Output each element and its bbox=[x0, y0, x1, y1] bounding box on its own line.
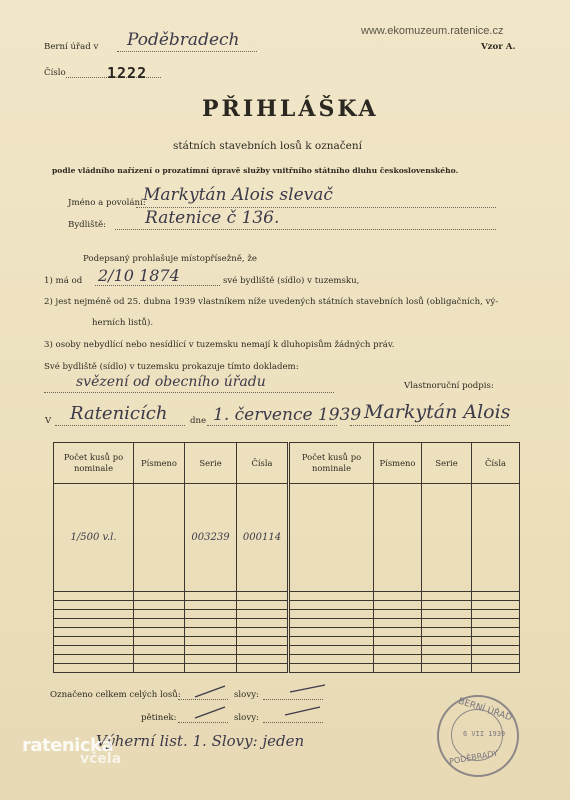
form-model-label: Vzor A. bbox=[481, 42, 516, 52]
col-header-series-2: Serie bbox=[422, 443, 472, 484]
table-header-row bbox=[54, 443, 520, 484]
residence-label: Bydliště: bbox=[68, 220, 107, 230]
table-row bbox=[54, 592, 520, 601]
col-header-series: Serie bbox=[185, 443, 237, 484]
name-label: Jméno a povolání: bbox=[68, 198, 146, 208]
table-cell bbox=[422, 484, 472, 592]
form-number: 1222 bbox=[107, 64, 148, 82]
col-header-numbers-2: Čísla bbox=[472, 443, 520, 484]
date-value: 1. července 1939 bbox=[213, 405, 362, 425]
name-value: Markytán Alois slevač bbox=[143, 185, 333, 205]
clause-1-suffix: své bydliště (sídlo) v tuzemsku, bbox=[223, 276, 360, 286]
tax-office-label: Berní úřad v bbox=[44, 42, 99, 52]
coupons-words-label: slovy: bbox=[234, 713, 259, 723]
residence-value: Ratenice č 136. bbox=[145, 208, 280, 228]
table-row bbox=[54, 601, 520, 610]
handwritten-note: Výherní list. 1. Slovy: jeden bbox=[96, 732, 305, 750]
bonds-table bbox=[53, 442, 520, 673]
signature-label: Vlastnoruční podpis: bbox=[404, 381, 494, 391]
place-prefix: V bbox=[45, 416, 52, 426]
clause-2-line-1: 2) jest nejméně od 25. dubna 1939 vlastníkem níže uvedených státních stavebních losů (obligačních, vý- bbox=[44, 297, 499, 307]
regulation-line: podle vládního nařízení o prozatímní úpravě služby vnitřního státního dluhu československého. bbox=[52, 166, 459, 175]
date-prefix: dne bbox=[190, 416, 207, 426]
table-row bbox=[54, 484, 520, 592]
number-label: Číslo bbox=[44, 68, 66, 78]
handwritten-strokes bbox=[190, 680, 330, 720]
declaration-intro: Podepsaný prohlašuje místopřísežně, že bbox=[83, 254, 257, 264]
logo-main-text: ratenická bbox=[22, 735, 114, 756]
total-label: Označeno celkem celých losů: bbox=[50, 690, 181, 700]
table-cell: 003239 bbox=[185, 484, 237, 592]
table-row bbox=[54, 628, 520, 637]
table-cell: 1/500 v.l. bbox=[54, 484, 134, 592]
clause-3: 3) osoby nebydlící nebo nesídlící v tuzemsku nemají k dluhopisům žádných práv. bbox=[44, 340, 395, 350]
col-header-count: Počet kusů po nominale bbox=[54, 443, 134, 484]
col-header-letter: Písmeno bbox=[134, 443, 185, 484]
coupons-label: pětinek: bbox=[141, 713, 177, 723]
table-row bbox=[54, 637, 520, 646]
proof-line: Své bydliště (sídlo) v tuzemsku prokazuje tímto dokladem: bbox=[44, 362, 299, 372]
col-header-count-2: Počet kusů po nominale bbox=[289, 443, 374, 484]
stamp-text-top: BERNÍ ÚŘAD bbox=[456, 696, 514, 724]
table-row bbox=[54, 655, 520, 664]
clause-2-line-2: herních listů). bbox=[92, 318, 154, 328]
table-row bbox=[54, 664, 520, 673]
ratenicka-vcela-logo bbox=[22, 735, 122, 767]
total-words-label: slovy: bbox=[234, 690, 259, 700]
table-cell: 000114 bbox=[237, 484, 289, 592]
website-watermark: www.ekomuzeum.ratenice.cz bbox=[361, 25, 504, 37]
logo-sub-text: včela bbox=[80, 751, 122, 767]
proof-value: svězení od obecního úřadu bbox=[76, 374, 266, 390]
col-header-letter-2: Písmeno bbox=[374, 443, 422, 484]
clause-1-date: 2/10 1874 bbox=[98, 266, 180, 285]
table-row bbox=[54, 646, 520, 655]
table-cell bbox=[289, 484, 374, 592]
table-row bbox=[54, 619, 520, 628]
stamp-date: 6 VII 1939 bbox=[463, 730, 506, 738]
clause-1-prefix: 1) má od bbox=[44, 276, 83, 286]
tax-office-handwritten: Poděbradech bbox=[127, 30, 240, 50]
handwritten-signature: Markytán Alois bbox=[364, 401, 511, 423]
place-value: Ratenicích bbox=[70, 403, 168, 424]
office-stamp bbox=[437, 695, 519, 777]
document-subtitle: státních stavebních losů k označení bbox=[173, 140, 362, 152]
table-cell bbox=[374, 484, 422, 592]
stamp-text-bottom: PODĚBRADY bbox=[448, 748, 499, 767]
table-cell bbox=[472, 484, 520, 592]
document-title: PŘIHLÁŠKA bbox=[202, 96, 379, 122]
col-header-numbers: Čísla bbox=[237, 443, 289, 484]
table-row bbox=[54, 610, 520, 619]
table-cell bbox=[134, 484, 185, 592]
